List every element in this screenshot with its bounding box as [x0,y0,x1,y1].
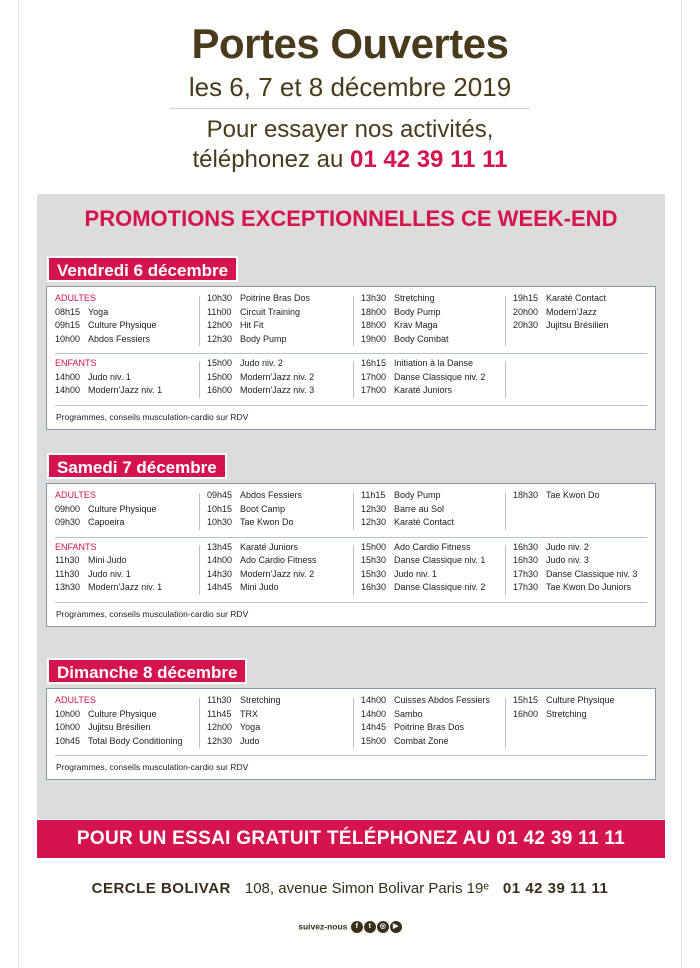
club-name: CERCLE BOLIVAR [91,880,231,897]
class-time: 14h00 [55,371,81,382]
class-item [207,721,281,735]
day-tag-saturday: Samedi 7 décembre [47,453,227,479]
class-name: Karaté Juniors [240,541,299,552]
class-name: Poitrine Bras Dos [394,722,465,732]
class-time: 20h30 [513,320,539,330]
section-divider [55,353,647,354]
class-item [513,694,615,708]
page-title: Portes Ouvertes [191,20,509,67]
class-name: Judo niv. 1 [88,371,131,382]
class-item [361,357,485,371]
adults-column [55,694,183,748]
class-item [361,721,490,735]
class-time: 09h15 [55,320,81,330]
follow-label: suivez-nous [298,921,348,932]
children-column [207,357,314,398]
class-name: Sambo [394,708,423,719]
class-name: Danse Classique niv. 3 [546,568,638,579]
class-item [207,694,281,708]
class-name: Yoga [240,722,261,732]
adults-column [55,489,157,530]
section-divider [55,405,647,406]
class-item [361,371,485,385]
class-name: Jujitsu Brésilien [88,722,151,732]
class-time: 12h30 [361,503,387,514]
class-time: 11h00 [207,306,232,317]
class-time: 14h45 [207,582,233,592]
class-time: 10h30 [207,293,233,303]
programs-note: Programmes, conseils musculation-cardio sur RDV [56,608,249,619]
class-time: 13h30 [55,582,81,592]
class-item [207,371,314,385]
class-time: 11h30 [55,568,80,579]
column-divider [199,361,200,398]
class-name: Abdos Fessiers [88,333,151,344]
children-column [361,541,485,595]
class-item [207,319,310,333]
youtube-icon[interactable]: ▶ [390,921,402,933]
class-name: Tae Kwon Do [546,490,600,500]
try-line: Pour essayer nos activités, [206,116,494,143]
class-time: 11h45 [207,708,232,719]
column-divider [353,545,354,595]
class-time: 11h15 [361,490,386,500]
column-divider [353,493,354,530]
adults-column [207,694,281,748]
programs-note: Programmes, conseils musculation-cardio sur RDV [56,762,249,772]
class-time: 16h30 [361,582,387,592]
column-divider [353,296,354,346]
category-label: ENFANTS [55,541,97,552]
class-name: Initiation à la Danse [394,358,474,368]
class-item [513,581,637,595]
class-item [55,581,162,595]
class-time: 19h15 [513,293,539,303]
class-item [55,371,162,385]
column-divider [199,493,200,530]
class-name: Stretching [240,695,281,705]
class-name: Judo niv. 1 [88,568,131,579]
class-time: 09h30 [55,517,81,527]
class-name: Yoga [88,306,109,317]
class-name: Stretching [394,293,435,303]
footer [0,880,700,897]
adults-column [513,694,615,721]
column-divider [505,296,506,346]
class-name: Modern'Jazz niv. 3 [240,385,315,395]
class-name: Culture Physique [546,695,615,705]
programs-note: Programmes, conseils musculation-cardio sur RDV [56,411,249,422]
class-time: 15h00 [207,371,233,382]
instagram-icon[interactable]: ◎ [377,921,389,933]
class-name: Hit Fit [240,320,264,330]
class-item [361,581,485,595]
class-item [361,554,485,568]
class-name: Tae Kwon Do [240,517,294,527]
adults-column [513,489,600,503]
class-time: 17h00 [361,371,387,382]
class-name: Abdos Fessiers [240,490,303,500]
class-item [207,735,281,749]
day-schedule-sunday [46,688,656,780]
class-item [207,554,317,568]
class-item [361,735,490,749]
class-name: Body Pump [240,333,287,344]
class-time: 17h00 [361,385,387,395]
class-time: 18h00 [361,306,387,317]
class-time: 15h30 [361,555,387,565]
children-column [55,357,162,398]
class-item [513,489,600,503]
class-name: Body Pump [394,306,441,317]
event-dates: les 6, 7 et 8 décembre 2019 [188,72,512,102]
class-time: 15h00 [361,541,387,552]
class-item [55,516,157,530]
class-name: Modern'Jazz niv. 1 [88,582,163,592]
class-item [207,541,317,555]
column-divider [505,698,506,748]
class-time: 12h30 [361,517,387,527]
column-divider [199,296,200,346]
class-name: Judo [240,735,260,746]
club-address: 108, avenue Simon Bolivar Paris 19ᵉ [244,880,489,897]
class-time: 10h30 [207,517,233,527]
class-item [513,292,609,306]
class-time: 15h30 [361,568,387,579]
class-name: Circuit Training [240,306,301,317]
column-divider [199,545,200,595]
promo-title: PROMOTIONS EXCEPTIONNELLES CE WEEK-END [84,206,618,231]
class-item [513,554,637,568]
column-divider [505,361,506,398]
class-item [207,357,314,371]
column-divider [505,545,506,595]
class-time: 14h00 [361,695,387,705]
class-name: Combat Zone [394,735,449,746]
class-name: Barre au Sol [394,503,445,514]
section-divider [55,602,647,603]
section-divider [55,755,647,756]
children-column [55,541,162,595]
class-time: 15h00 [361,735,387,746]
class-name: Body Combat [394,333,449,344]
class-time: 13h45 [207,541,233,552]
class-name: Ado Cardio Fitness [394,541,471,552]
adults-column [55,292,157,346]
class-item [207,708,281,722]
class-time: 10h00 [55,708,81,719]
facebook-icon[interactable]: f [351,921,363,933]
class-item [207,568,317,582]
class-item [207,503,302,517]
category-label: ADULTES [55,293,96,303]
class-item [513,541,637,555]
class-item [361,384,485,398]
class-name: Capoeira [88,517,125,527]
adults-column [361,292,449,346]
class-name: Danse Classique niv. 2 [394,582,486,592]
class-name: Judo niv. 2 [546,541,589,552]
class-name: Judo niv. 3 [546,555,589,565]
column-divider [505,493,506,530]
class-name: Total Body Conditioning [88,735,183,746]
class-time: 17h30 [513,582,539,592]
children-section [47,541,655,599]
class-time: 15h15 [513,695,539,705]
class-time: 08h15 [55,306,81,317]
class-item [361,489,454,503]
class-item [55,384,162,398]
category-label: ADULTES [55,695,96,705]
class-time: 14h00 [207,555,233,565]
class-time: 11h30 [55,555,80,565]
class-item [55,568,162,582]
class-time: 16h00 [513,708,539,719]
class-time: 10h00 [55,722,81,732]
class-item [361,516,454,530]
class-name: Judo niv. 2 [240,358,283,368]
class-name: Stretching [546,708,587,719]
column-divider [199,698,200,748]
column-divider [353,698,354,748]
class-time: 12h00 [207,722,233,732]
class-name: Culture Physique [88,708,157,719]
class-name: Mini Judo [88,555,127,565]
class-time: 16h15 [361,358,387,368]
class-name: Danse Classique niv. 1 [394,555,486,565]
class-time: 12h30 [207,735,233,746]
class-time: 16h00 [207,385,233,395]
class-name: Modern'Jazz niv. 2 [240,568,315,579]
phone-line [0,146,700,174]
adults-section [47,292,655,350]
class-item [207,333,310,347]
class-item [55,333,157,347]
class-name: Mini Judo [240,582,279,592]
class-name: Ado Cardio Fitness [240,555,317,565]
class-name: Karaté Contact [546,293,607,303]
class-item [55,721,183,735]
children-section [47,357,655,402]
category-label: ENFANTS [55,358,97,368]
class-item [207,384,314,398]
category-label: ADULTES [55,490,96,500]
class-item [513,708,615,722]
class-name: Modern'Jazz niv. 1 [88,385,163,395]
class-name: Body Pump [394,490,441,500]
children-column [207,541,317,595]
class-item [513,306,609,320]
class-item [55,735,183,749]
class-item [55,554,162,568]
class-name: TRX [240,708,258,719]
class-item [207,489,302,503]
day-tag-sunday: Dimanche 8 décembre [47,658,247,684]
adults-column [513,292,609,333]
class-name: Poitrine Bras Dos [240,293,311,303]
children-column [361,357,485,398]
class-name: Karaté Contact [394,517,455,527]
class-item [55,319,157,333]
class-time: 18h00 [361,320,387,330]
footer-phone: 01 42 39 11 11 [502,880,609,897]
class-name: Boot Camp [240,503,286,514]
social-links [0,921,700,933]
day-schedule-saturday [46,483,656,627]
class-time: 14h00 [55,385,81,395]
adults-column [207,489,302,530]
class-name: Judo niv. 1 [394,568,437,579]
class-item [361,503,454,517]
class-time: 20h00 [513,306,539,317]
class-item [361,541,485,555]
class-name: Modern'Jazz [546,306,597,317]
class-item [513,568,637,582]
class-time: 13h30 [361,293,387,303]
adults-column [361,694,490,748]
class-time: 18h30 [513,490,539,500]
class-item [207,581,317,595]
class-item [55,708,183,722]
class-item [361,568,485,582]
class-time: 16h30 [513,555,539,565]
free-trial-banner: POUR UN ESSAI GRATUIT TÉLÉPHONEZ AU 01 42 39 11 11 [37,820,665,858]
class-name: Culture Physique [88,320,157,330]
class-time: 14h45 [361,722,387,732]
day-tag-friday: Vendredi 6 décembre [47,256,238,282]
class-item [513,319,609,333]
schedule-panel [37,194,665,819]
class-item [361,333,449,347]
class-item [361,306,449,320]
class-name: Culture Physique [88,503,157,514]
class-item [55,306,157,320]
class-time: 10h00 [55,333,81,344]
class-time: 09h45 [207,490,233,500]
adults-column [361,489,454,530]
children-column [513,541,637,595]
class-item [207,292,310,306]
adults-section [47,489,655,534]
class-time: 16h30 [513,541,539,552]
class-time: 19h00 [361,333,387,344]
class-time: 17h30 [513,568,539,579]
twitter-icon[interactable]: t [364,921,376,933]
class-name: Tae Kwon Do Juniors [546,582,632,592]
class-item [207,516,302,530]
section-divider [55,537,647,538]
class-item [361,708,490,722]
day-schedule-friday [46,286,656,430]
class-name: Karaté Juniors [394,385,453,395]
class-time: 10h45 [55,735,81,746]
class-name: Danse Classique niv. 2 [394,371,486,382]
class-time: 15h00 [207,358,233,368]
class-name: Modern'Jazz niv. 2 [240,371,315,382]
class-item [207,306,310,320]
class-name: Cuisses Abdos Fessiers [394,695,491,705]
class-time: 10h15 [207,503,233,514]
class-name: Krav Maga [394,320,438,330]
class-item [361,292,449,306]
class-time: 09h00 [55,503,81,514]
class-time: 12h00 [207,320,233,330]
class-name: Jujitsu Brésilien [546,320,609,330]
class-time: 14h30 [207,568,233,579]
class-time: 12h30 [207,333,233,344]
class-item [55,503,157,517]
class-time: 14h00 [361,708,387,719]
adults-column [207,292,310,346]
column-divider [353,361,354,398]
divider [170,108,530,109]
class-item [361,694,490,708]
header-phone: 01 42 39 11 11 [349,146,508,173]
class-time: 11h30 [207,695,232,705]
adults-section [47,694,655,752]
class-item [361,319,449,333]
phone-prefix: téléphonez au [192,146,344,173]
